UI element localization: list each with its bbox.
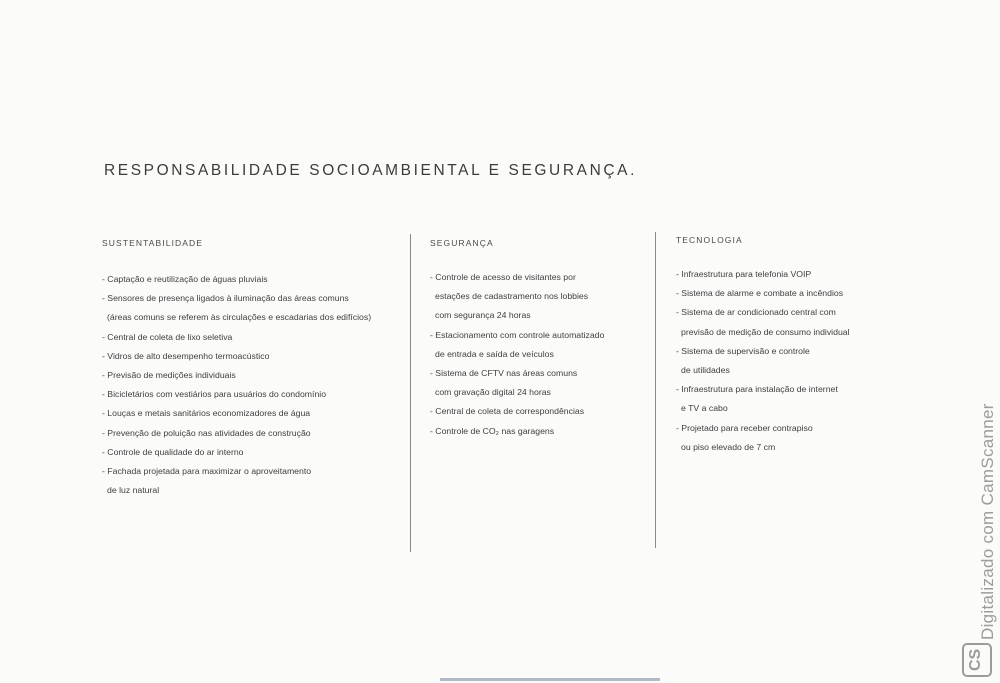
list-item (102, 270, 371, 289)
list-item-continuation: de luz natural (107, 485, 160, 496)
list-item-text: - Sistema de alarme e combate a incêndios (676, 288, 844, 299)
list-item-continuation: de entrada e saída de veículos (435, 348, 554, 359)
section-heading-sustentabilidade: SUSTENTABILIDADE (102, 238, 204, 248)
list-item (102, 443, 371, 462)
section-heading-tecnologia: TECNOLOGIA (676, 235, 743, 245)
list-item (676, 419, 850, 457)
section-heading-seguranca: SEGURANÇA (430, 238, 494, 248)
list-item-text: - Infraestrutura para telefonia VOIP (676, 269, 812, 279)
list-item (430, 326, 604, 364)
list-item (102, 424, 371, 443)
list-item-text: - Infraestrutura para instalação de internet (676, 384, 838, 395)
list-item-continuation: estações de cadastramento nos lobbies (435, 291, 589, 302)
list-item-text: - Captação e reutilização de águas pluviais (102, 274, 268, 284)
list-item (676, 380, 850, 418)
list-item-text: - Fachada projetada para maximizar o aproveitamento (102, 466, 312, 477)
list-item (430, 422, 604, 441)
list-item-text: - Vidros de alto desempenho termoacústico (102, 350, 270, 361)
list-item (102, 366, 371, 385)
list-item (430, 402, 604, 421)
list-item-text: - Controle de qualidade do ar interno (102, 446, 244, 457)
list-item-text: - Sistema de CFTV nas áreas comuns (430, 368, 578, 379)
list-tecnologia (676, 265, 850, 457)
list-seguranca (430, 268, 604, 441)
list-item (676, 303, 850, 341)
list-sustentabilidade (102, 270, 371, 500)
column-divider-1 (410, 234, 411, 552)
list-item-text: - Sistema de supervisão e controle (676, 345, 810, 356)
list-item (676, 265, 850, 284)
list-item (430, 364, 604, 402)
list-item-text: - Previsão de medições individuais (102, 370, 236, 381)
list-item (102, 385, 371, 404)
list-item-text: - Central de coleta de correspondências (430, 406, 585, 417)
page-title: RESPONSABILIDADE SOCIOAMBIENTAL E SEGURANÇA. (104, 162, 637, 179)
list-item-text: - Central de coleta de lixo seletiva (102, 331, 233, 342)
column-tecnologia (676, 235, 850, 452)
scan-edge-mark (440, 678, 660, 681)
list-item-continuation: ou piso elevado de 7 cm (681, 441, 776, 452)
list-item-text: - Sistema de ar condicionado central com (676, 307, 836, 318)
column-divider-2 (655, 232, 656, 548)
list-item-text: - Sensores de presença ligados à iluminação das áreas comuns (102, 293, 349, 304)
list-item-continuation: com gravação digital 24 horas (435, 387, 551, 398)
list-item-text: - Bicicletários com vestiários para usuários do condomínio (102, 389, 327, 400)
list-item-continuation: com segurança 24 horas (435, 310, 531, 321)
list-item-continuation: previsão de medição de consumo individual (681, 326, 850, 337)
list-item (676, 284, 850, 303)
list-item-continuation: e TV a cabo (681, 403, 728, 414)
column-seguranca (430, 238, 605, 436)
camscanner-logo-text: CS (967, 648, 984, 671)
list-item (676, 342, 850, 380)
list-item (430, 268, 604, 326)
list-item-continuation: (áreas comuns se referem às circulações e escadarias dos edifícios) (107, 312, 372, 323)
list-item (102, 347, 371, 366)
list-item (102, 404, 371, 423)
list-item (102, 328, 371, 347)
watermark-text: Digitalizado com CamScanner (978, 403, 997, 640)
list-item-text: - Controle de CO₂ nas garagens (430, 425, 555, 436)
list-item (102, 289, 371, 327)
list-item (102, 462, 371, 500)
camscanner-logo (962, 643, 992, 677)
list-item-continuation: de utilidades (681, 365, 730, 376)
column-sustentabilidade (102, 238, 372, 496)
list-item-text: - Controle de acesso de visitantes por (430, 272, 576, 282)
list-item-text: - Projetado para receber contrapiso (676, 422, 813, 433)
list-item-text: - Estacionamento com controle automatizado (430, 329, 605, 340)
list-item-text: - Louças e metais sanitários economizadores de água (102, 408, 311, 419)
list-item-text: - Prevenção de poluição nas atividades de construção (102, 427, 311, 438)
